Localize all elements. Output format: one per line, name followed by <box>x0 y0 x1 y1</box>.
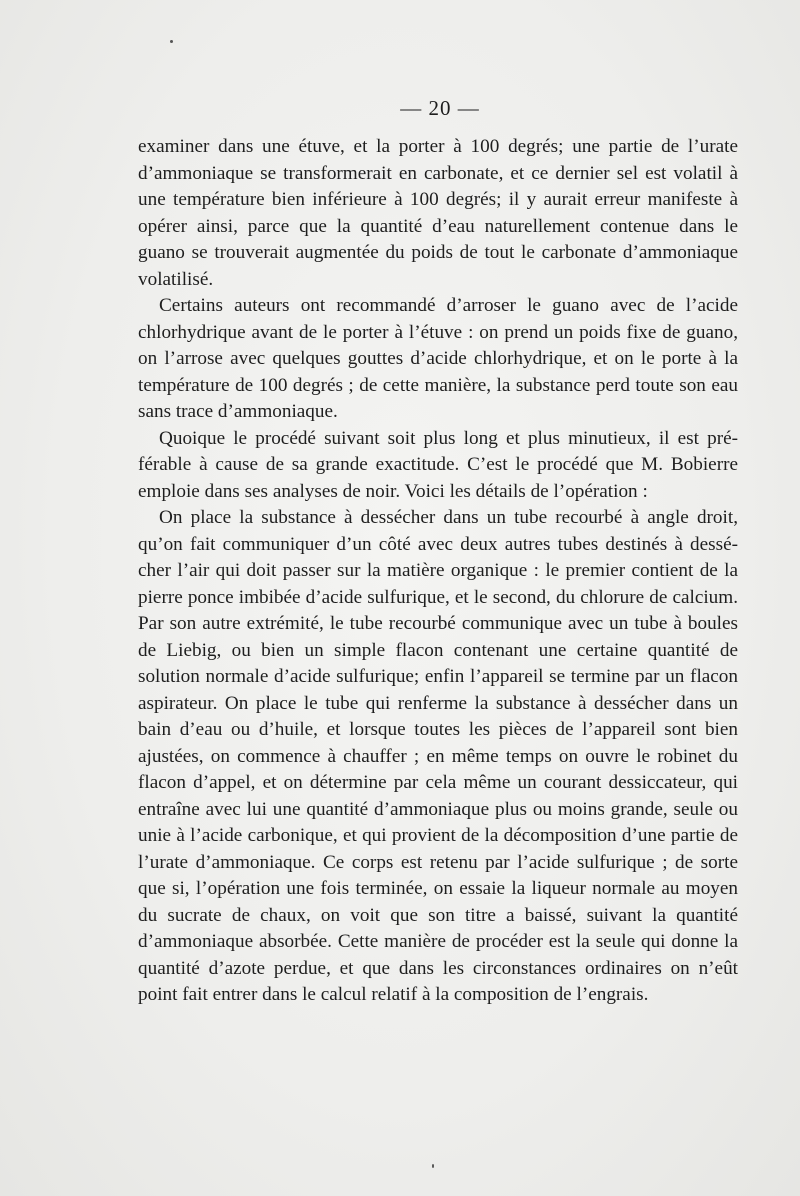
body-text <box>138 134 738 1009</box>
paragraph-3: Quoique le procédé suivant soit plus long et plus minutieux, il est préférable à cause de sa grande exactitude. C’est le procédé que M. Bobierre emploie dans ses analyses de noir. Voici les détails de l’opération : <box>138 427 738 502</box>
paragraph-1: examiner dans une étuve, et la porter à 100 degrés; une partie de l’urate d’ammoniaque se transformerait en carbonate, et ce dernier sel est volatil à une température bien inférieure à 100 degrés; il y aurait erreur manifeste à opérer ainsi, parce que la quantité d’eau naturellement contenue dans le guano se trouverait augmentée du poids de tout le carbonate d’ammoniaque volatilisé. <box>138 136 738 290</box>
page-number: — 20 — <box>400 96 480 120</box>
paragraph-2: Certains auteurs ont recommandé d’arroser le guano avec de l’acide chlorhydrique avant de le porter à l’étuve : on prend un poids fixe de guano, on l’arrose avec quelques gouttes d’acide chlorhydrique, et on le porte à la température de 100 degrés ; de cette manière, la substance perd toute son eau sans trace d’ammoniaque. <box>138 295 738 422</box>
paper-speck <box>170 40 173 43</box>
paper-speck <box>432 1164 434 1168</box>
paragraph-4: On place la substance à dessécher dans un tube recourbé à angle droit, qu’on fait communiquer d’un côté avec deux autres tubes destinés à dessécher l’air qui doit passer sur la matière organique : le premier contient de la pierre ponce imbibée d’acide sulfurique, et le second, du chlorure de calcium. Par son autre extrémité, le tube recourbé communique avec un tube à boules de Liebig, ou bien un simple flacon contenant une certaine quantité de solution normale d’acide sulfurique; enfin l’appareil se termine par un flacon aspirateur. On place le tube qui renferme la substance à dessécher dans un bain d’eau ou d’huile, et lorsque toutes les pièces de l’appareil sont bien ajustées, on commence à chauffer ; en même temps on ouvre le robinet du flacon d’appel, et on détermine par cela même un courant dessiccateur, qui entraîne avec lui une quantité d’ammoniaque plus ou moins grande, seule ou unie à l’acide carbonique, et qui provient de la décomposition d’une partie de l’urate d’ammoniaque. Ce corps est retenu par l’acide sulfurique ; de sorte que si, l’opération une fois terminée, on essaie la liqueur normale au moyen du sucrate de chaux, on voit que son titre a baissé, suivant la quantité d’ammoniaque absorbée. Cette manière de procéder est la seule qui donne la quantité d’azote perdue, et que dans les circonstances ordinaires on n’eût point fait entrer dans le calcul relatif à la composition de l’engrais. <box>138 507 738 1005</box>
